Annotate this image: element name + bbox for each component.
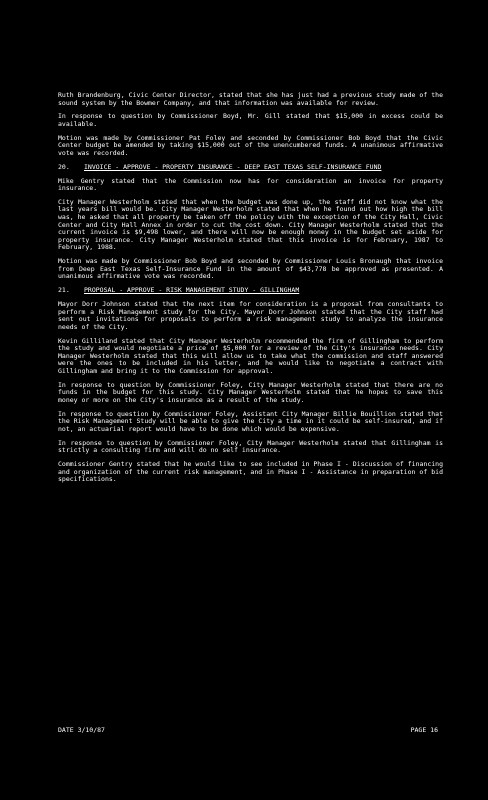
paragraph: Mike Gentry stated that the Commission now has for consideration an invoice for property insurance.: [58, 176, 443, 193]
section-title: INVOICE - APPROVE - PROPERTY INSURANCE - DEEP EAST TEXAS SELF-INSURANCE FUND: [84, 162, 382, 171]
paragraph: Kevin Gilliland stated that City Manager Westerholm recommended the firm of Gillingham to perform the study and would negotiate a price of $5,000 for a review of the City's insurance needs. City Manager Westerholm stated that this will allow us to take what the commission and staff answered were the ones to be included in his letter, and he would like to negotiate a contract with Gillingham and bring it to the Commission for approval.: [58, 336, 443, 375]
paragraph: In response to question by Commissioner Foley, City Manager Westerholm stated that Gillingham is strictly a consulting firm and will do no self insurance.: [58, 438, 443, 455]
paragraph: Ruth Brandenburg, Civic Center Director, stated that she has just had a previous study made of the sound system by the Bowmer Company, and that information was available for review.: [58, 91, 443, 107]
paragraph: Motion was made by Commissioner Bob Boyd and seconded by Commissioner Louis Bronaugh that invoice from Deep East Texas Self-Insurance Fund in the amount of $43,778 be approved as presented. A unanimous affirmative vote was recorded.: [58, 257, 443, 281]
section-number: 20.: [58, 162, 70, 171]
paragraph: City Manager Westerholm stated that when the budget was done up, the staff did not know what the last years bill would be. City Manager Westerholm stated that when he found out how high the bill was, he asked that all property be taken off the policy with the exception of the City Hall, Civic Center and City Hall Annex in order to cut the cost down. City Manager Westerholm stated that the current invoice is $9,498 lower, and there will now be enough money in the budget set aside for property insurance. City Manager Westerholm stated that this invoice is for February, 1987 to February, 1988.: [58, 197, 443, 252]
section-title: PROPOSAL - APPROVE - RISK MANAGEMENT STUDY - GILLINGHAM: [84, 286, 300, 295]
paragraph: Motion was made by Commissioner Pat Foley and seconded by Commissioner Bob Boyd that the Civic Center budget be amended by taking $15,000 out of the unencumbered funds. A unanimous affirmative vote was recorded.: [58, 133, 443, 157]
document-page: [58, 92, 443, 490]
section-heading: [58, 164, 443, 172]
paragraph: In response to question by Commissioner Foley, Assistant City Manager Billie Bouillion stated that the Risk Management Study will be able to give the City a time in it could be self-insured, and if not, an actuarial report would have to be done which would be expensive.: [58, 409, 443, 433]
paragraph: Mayor Dorr Johnson stated that the next item for consideration is a proposal from consultants to perform a Risk Management study for the City. Mayor Dorr Johnson stated that the City staff had sent out invitations for proposals to perform a risk management study to analyze the insurance needs of the City.: [58, 299, 443, 331]
page-footer: [58, 726, 438, 734]
section-heading: [58, 287, 443, 295]
footer-date: DATE 3/10/87: [58, 726, 105, 734]
paragraph: In response to question by Commissioner Boyd, Mr. Gill stated that $15,000 in excess could be available.: [58, 112, 443, 128]
footer-page-number: PAGE 16: [410, 726, 438, 734]
paragraph: Commissioner Gentry stated that he would like to see included in Phase I - Discussion of financing and organization of the current risk management, and in Phase I - Assistance in preparation of bid specifications.: [58, 460, 443, 484]
paragraph: In response to question by Commissioner Foley, City Manager Westerholm stated that there are no funds in the budget for this study. City Manager Westerholm stated that he hopes to save this money or more on the City's insurance as a result of the study.: [58, 380, 443, 404]
section-number: 21.: [58, 286, 70, 295]
